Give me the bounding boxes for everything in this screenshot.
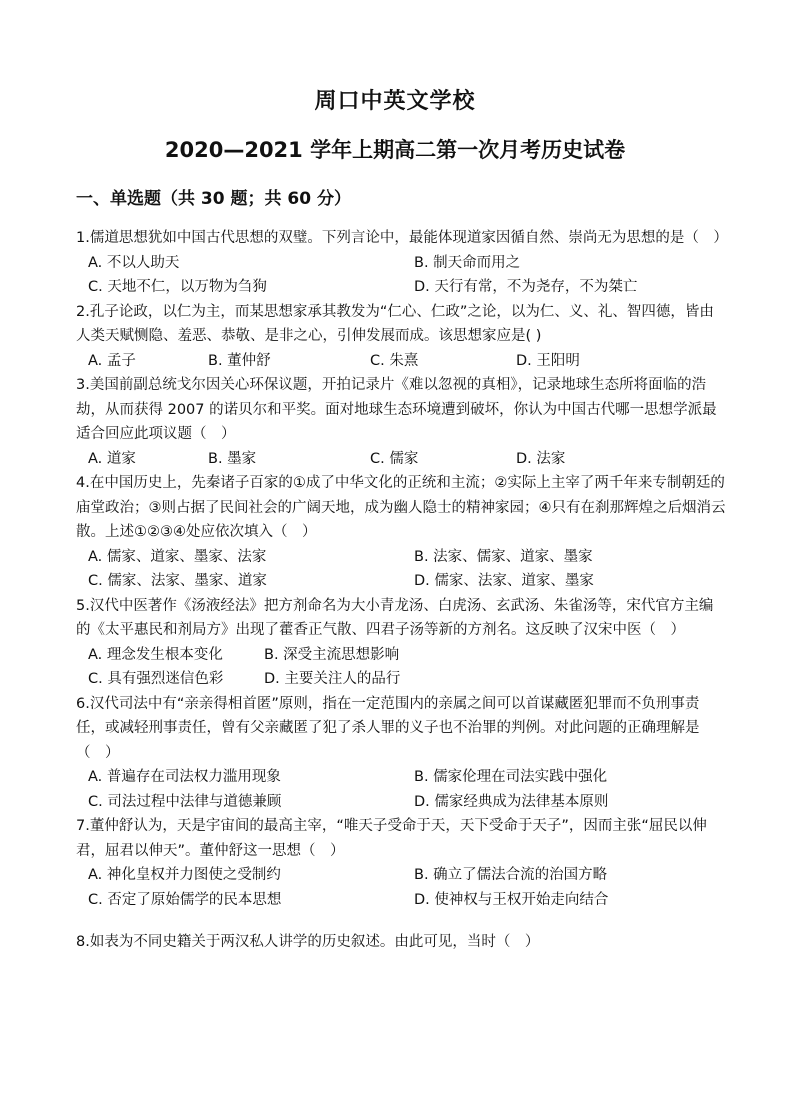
option-c: C. 具有强烈迷信色彩 xyxy=(88,671,224,687)
options xyxy=(76,447,726,472)
options xyxy=(76,349,726,374)
question-list xyxy=(76,226,726,955)
question-1 xyxy=(76,226,726,300)
option-d: D. 儒家经典成为法律基本原则 xyxy=(414,793,609,810)
option-b: B. 法家、儒家、道家、墨家 xyxy=(414,548,593,565)
question-stem: 2.孔子论政，以仁为主，而某思想家承其教发为“仁心、仁政”之论，以为仁、义、礼、智四德，皆由人类天赋恻隐、羞恶、恭敬、是非之心，引伸发展而成。该思想家应是( ) xyxy=(76,303,714,344)
option-b: B. 确立了儒法合流的治国方略 xyxy=(414,867,608,883)
options xyxy=(76,545,726,594)
option-a: A. 不以人助天 xyxy=(88,254,180,271)
school-name: 周口中英文学校 xyxy=(314,89,476,114)
question-2 xyxy=(76,300,726,374)
section-title: 一、单选题（共 30 题；共 60 分） xyxy=(76,189,351,209)
options xyxy=(76,765,726,814)
option-d: D. 使神权与王权开始走向结合 xyxy=(414,891,609,908)
option-c: C. 天地不仁，以万物为刍狗 xyxy=(88,279,267,295)
question-6 xyxy=(76,692,726,815)
question-7 xyxy=(76,814,726,912)
option-c: C. 否定了原始儒学的民本思想 xyxy=(88,891,282,908)
option-d: D. 主要关注人的品行 xyxy=(264,671,401,687)
option-d: D. 天行有常，不为尧存，不为桀亡 xyxy=(414,279,638,295)
option-b: B. 墨家 xyxy=(208,450,257,467)
question-stem: 3.美国前副总统戈尔因关心环保议题，开拍记录片《难以忽视的真相》，记录地球生态所将面临的浩劫，从而获得 2007 的诺贝尔和平奖。面对地球生态环境遭到破坏，你认为中国古代哪一思想学派最适合回应此项议题（ ） xyxy=(76,377,717,442)
option-d: D. 王阳明 xyxy=(516,352,580,369)
option-c: C. 司法过程中法律与道德兼顾 xyxy=(88,793,282,810)
question-stem: 6.汉代司法中有“亲亲得相首匿”原则，指在一定范围内的亲属之间可以首谋藏匿犯罪而不负刑事责任，或减轻刑事责任，曾有父亲藏匿了犯了杀人罪的义子也不治罪的判例。对此问题的正确理解是（ ） xyxy=(76,695,700,761)
option-c: C. 朱熹 xyxy=(370,352,419,369)
option-b: B. 儒家伦理在司法实践中强化 xyxy=(414,769,608,785)
option-b: B. 制天命而用之 xyxy=(414,254,521,271)
option-c: C. 儒家、法家、墨家、道家 xyxy=(88,573,267,589)
question-stem: 8.如表为不同史籍关于两汉私人讲学的历史叙述。由此可见，当时（ ） xyxy=(76,934,540,950)
question-3 xyxy=(76,373,726,471)
option-b: B. 董仲舒 xyxy=(208,352,271,369)
option-b: B. 深受主流思想影响 xyxy=(264,646,400,663)
question-5 xyxy=(76,594,726,692)
option-a: A. 孟子 xyxy=(88,352,136,369)
option-c: C. 儒家 xyxy=(370,450,419,467)
question-stem: 1.儒道思想犹如中国古代思想的双璧。下列言论中，最能体现道家因循自然、崇尚无为思想的是（ ） xyxy=(76,230,728,246)
option-d: D. 法家 xyxy=(516,450,566,467)
question-stem: 4.在中国历史上，先秦诸子百家的①成了中华文化的正统和主流；②实际上主宰了两千年来专制朝廷的庙堂政治；③则占据了民间社会的广阔天地，成为幽人隐士的精神家园；④只有在刹那辉煌之后烟消云散。上述①②③④处应依次填入（ ） xyxy=(76,475,726,540)
options xyxy=(76,863,726,912)
option-a: A. 神化皇权并力图使之受制约 xyxy=(88,867,281,883)
option-d: D. 儒家、法家、道家、墨家 xyxy=(414,573,594,589)
question-stem: 7.董仲舒认为，天是宇宙间的最高主宰，“唯天子受命于天，天下受命于天子”，因而主张“屈民以伸君，屈君以伸天”。董仲舒这一思想（ ） xyxy=(76,818,707,859)
question-stem: 5.汉代中医著作《汤液经法》把方剂命名为大小青龙汤、白虎汤、玄武汤、朱雀汤等，宋代官方主编的《太平惠民和剂局方》出现了藿香正气散、四君子汤等新的方剂名。这反映了汉宋中医（ ） xyxy=(76,597,714,638)
option-a: A. 理念发生根本变化 xyxy=(88,646,223,663)
exam-title: 2020—2021 学年上期高二第一次月考历史试卷 xyxy=(164,138,626,162)
question-4 xyxy=(76,471,726,594)
question-8 xyxy=(76,930,726,955)
option-a: A. 道家 xyxy=(88,450,136,467)
option-a: A. 普遍存在司法权力滥用现象 xyxy=(88,769,281,785)
options xyxy=(76,643,726,692)
options xyxy=(76,251,726,300)
option-a: A. 儒家、道家、墨家、法家 xyxy=(88,548,267,565)
